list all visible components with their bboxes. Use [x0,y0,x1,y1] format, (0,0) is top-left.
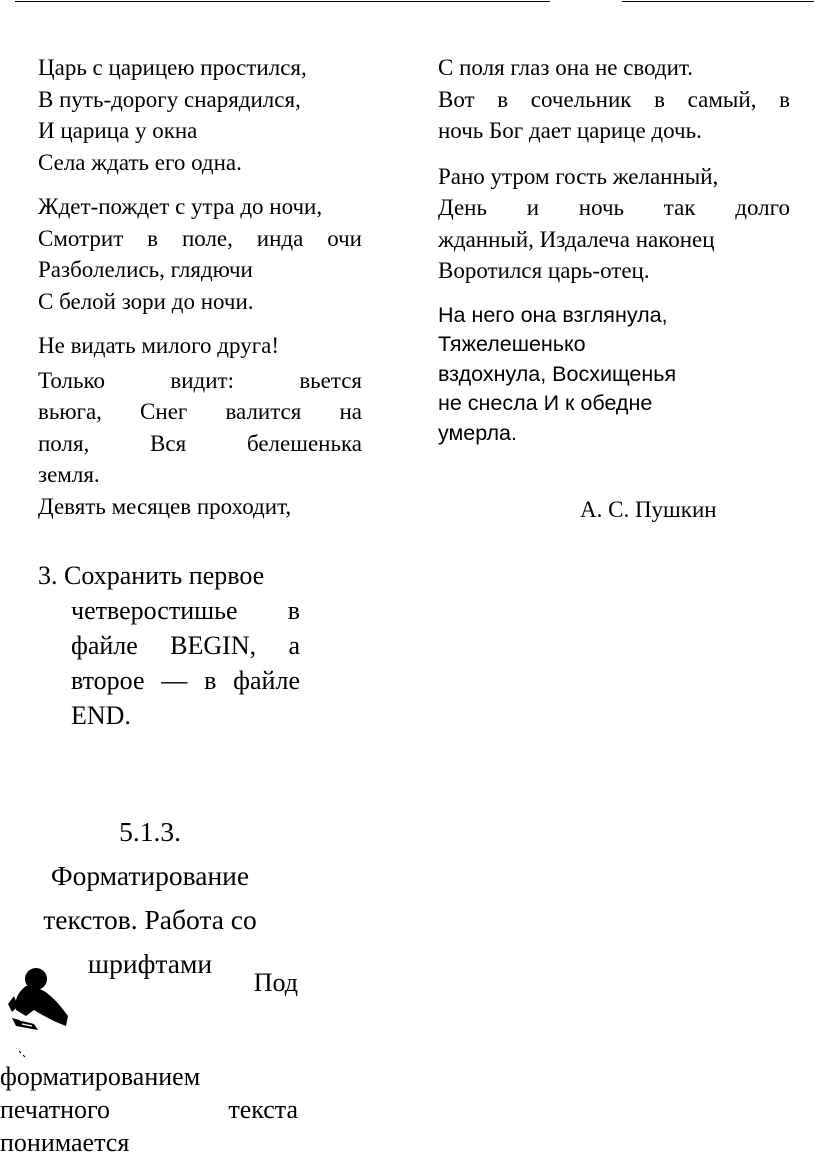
poem-line: Села ждать его одна. [38,149,242,175]
section-title-line: текстов. Работа со [43,904,257,935]
poem-line: С поля глаз она не сводит. [438,55,694,80]
poem-stanza [38,191,362,317]
poem-stanza [438,52,790,147]
task-number: 3. [38,561,58,590]
poem-right-column [438,52,790,448]
poem-stanza [38,330,362,522]
poem-line: Рано утром гость желанный, [438,163,719,189]
poem-line: не снесла И к обедне [438,391,653,415]
body-paragraph [0,1060,298,1159]
top-rule-right [622,1,814,2]
section-number: 5.1.3. [119,816,181,847]
poem-line: Вот в сочельник в самый, в [438,86,790,112]
poem-line: ночь Бог дает царице дочь. [438,118,702,143]
poem-author: А. С. Пушкин [580,497,717,522]
section-title-line: Форматирование [50,860,250,891]
poem-line: Тяжелешенько [438,332,586,356]
poem-line: И царица у окна [38,118,198,143]
poem-stanza [38,52,362,178]
poem-line: вздохнула, Восхищенья [438,361,677,386]
poem-stanza [438,301,790,449]
top-rule-left [15,1,550,2]
poem-line: Ждет-пождет с утра до ночи, [38,194,323,219]
poem-line: жданный, Издалеча наконец [438,226,715,252]
poem-line: В путь-дорогу снарядился, [38,86,301,112]
task-line: второе — в файле [71,666,300,695]
poem-line: Девять месяцев проходит, [38,493,292,519]
ink-mark-icon [18,1050,26,1058]
poem-line: Разболелись, глядючи [38,257,253,282]
poem-line: вьюга, Снег валится на [38,399,362,424]
task-text: Сохранить первое [64,561,265,590]
poem-line: Только видит: вьется [38,367,362,393]
task-item [38,558,300,733]
body-first-word: Под [253,968,298,997]
poem-line: На него она взглянула, [438,302,668,327]
body-line: понимается [0,1128,130,1157]
task-line [38,561,264,590]
poem-line: Не видать милого друга! [38,333,279,358]
section-title-line: шрифтами [87,948,213,979]
poem-left-column [38,52,362,522]
poem-line: Царь с царицею простился, [38,55,307,80]
body-line: форматированием [0,1062,201,1091]
poem-stanza [438,161,790,287]
body-line: печатного текста [0,1095,298,1124]
section-heading [0,810,300,986]
poem-line: умерла. [438,420,517,445]
task-line: четверостишье в [71,596,300,625]
task-line: END. [71,701,131,730]
task-line: файле BEGIN, а [71,631,300,660]
poem-line: С белой зори до ночи. [38,288,254,314]
poem-line: Смотрит в поле, инда очи [38,225,362,251]
poem-line: поля, Вся белешенька [38,430,362,456]
poem-line: Воротился царь-отец. [438,258,650,283]
poem-line: День и ночь так долго [438,195,790,220]
poem-line: земля. [38,462,100,487]
